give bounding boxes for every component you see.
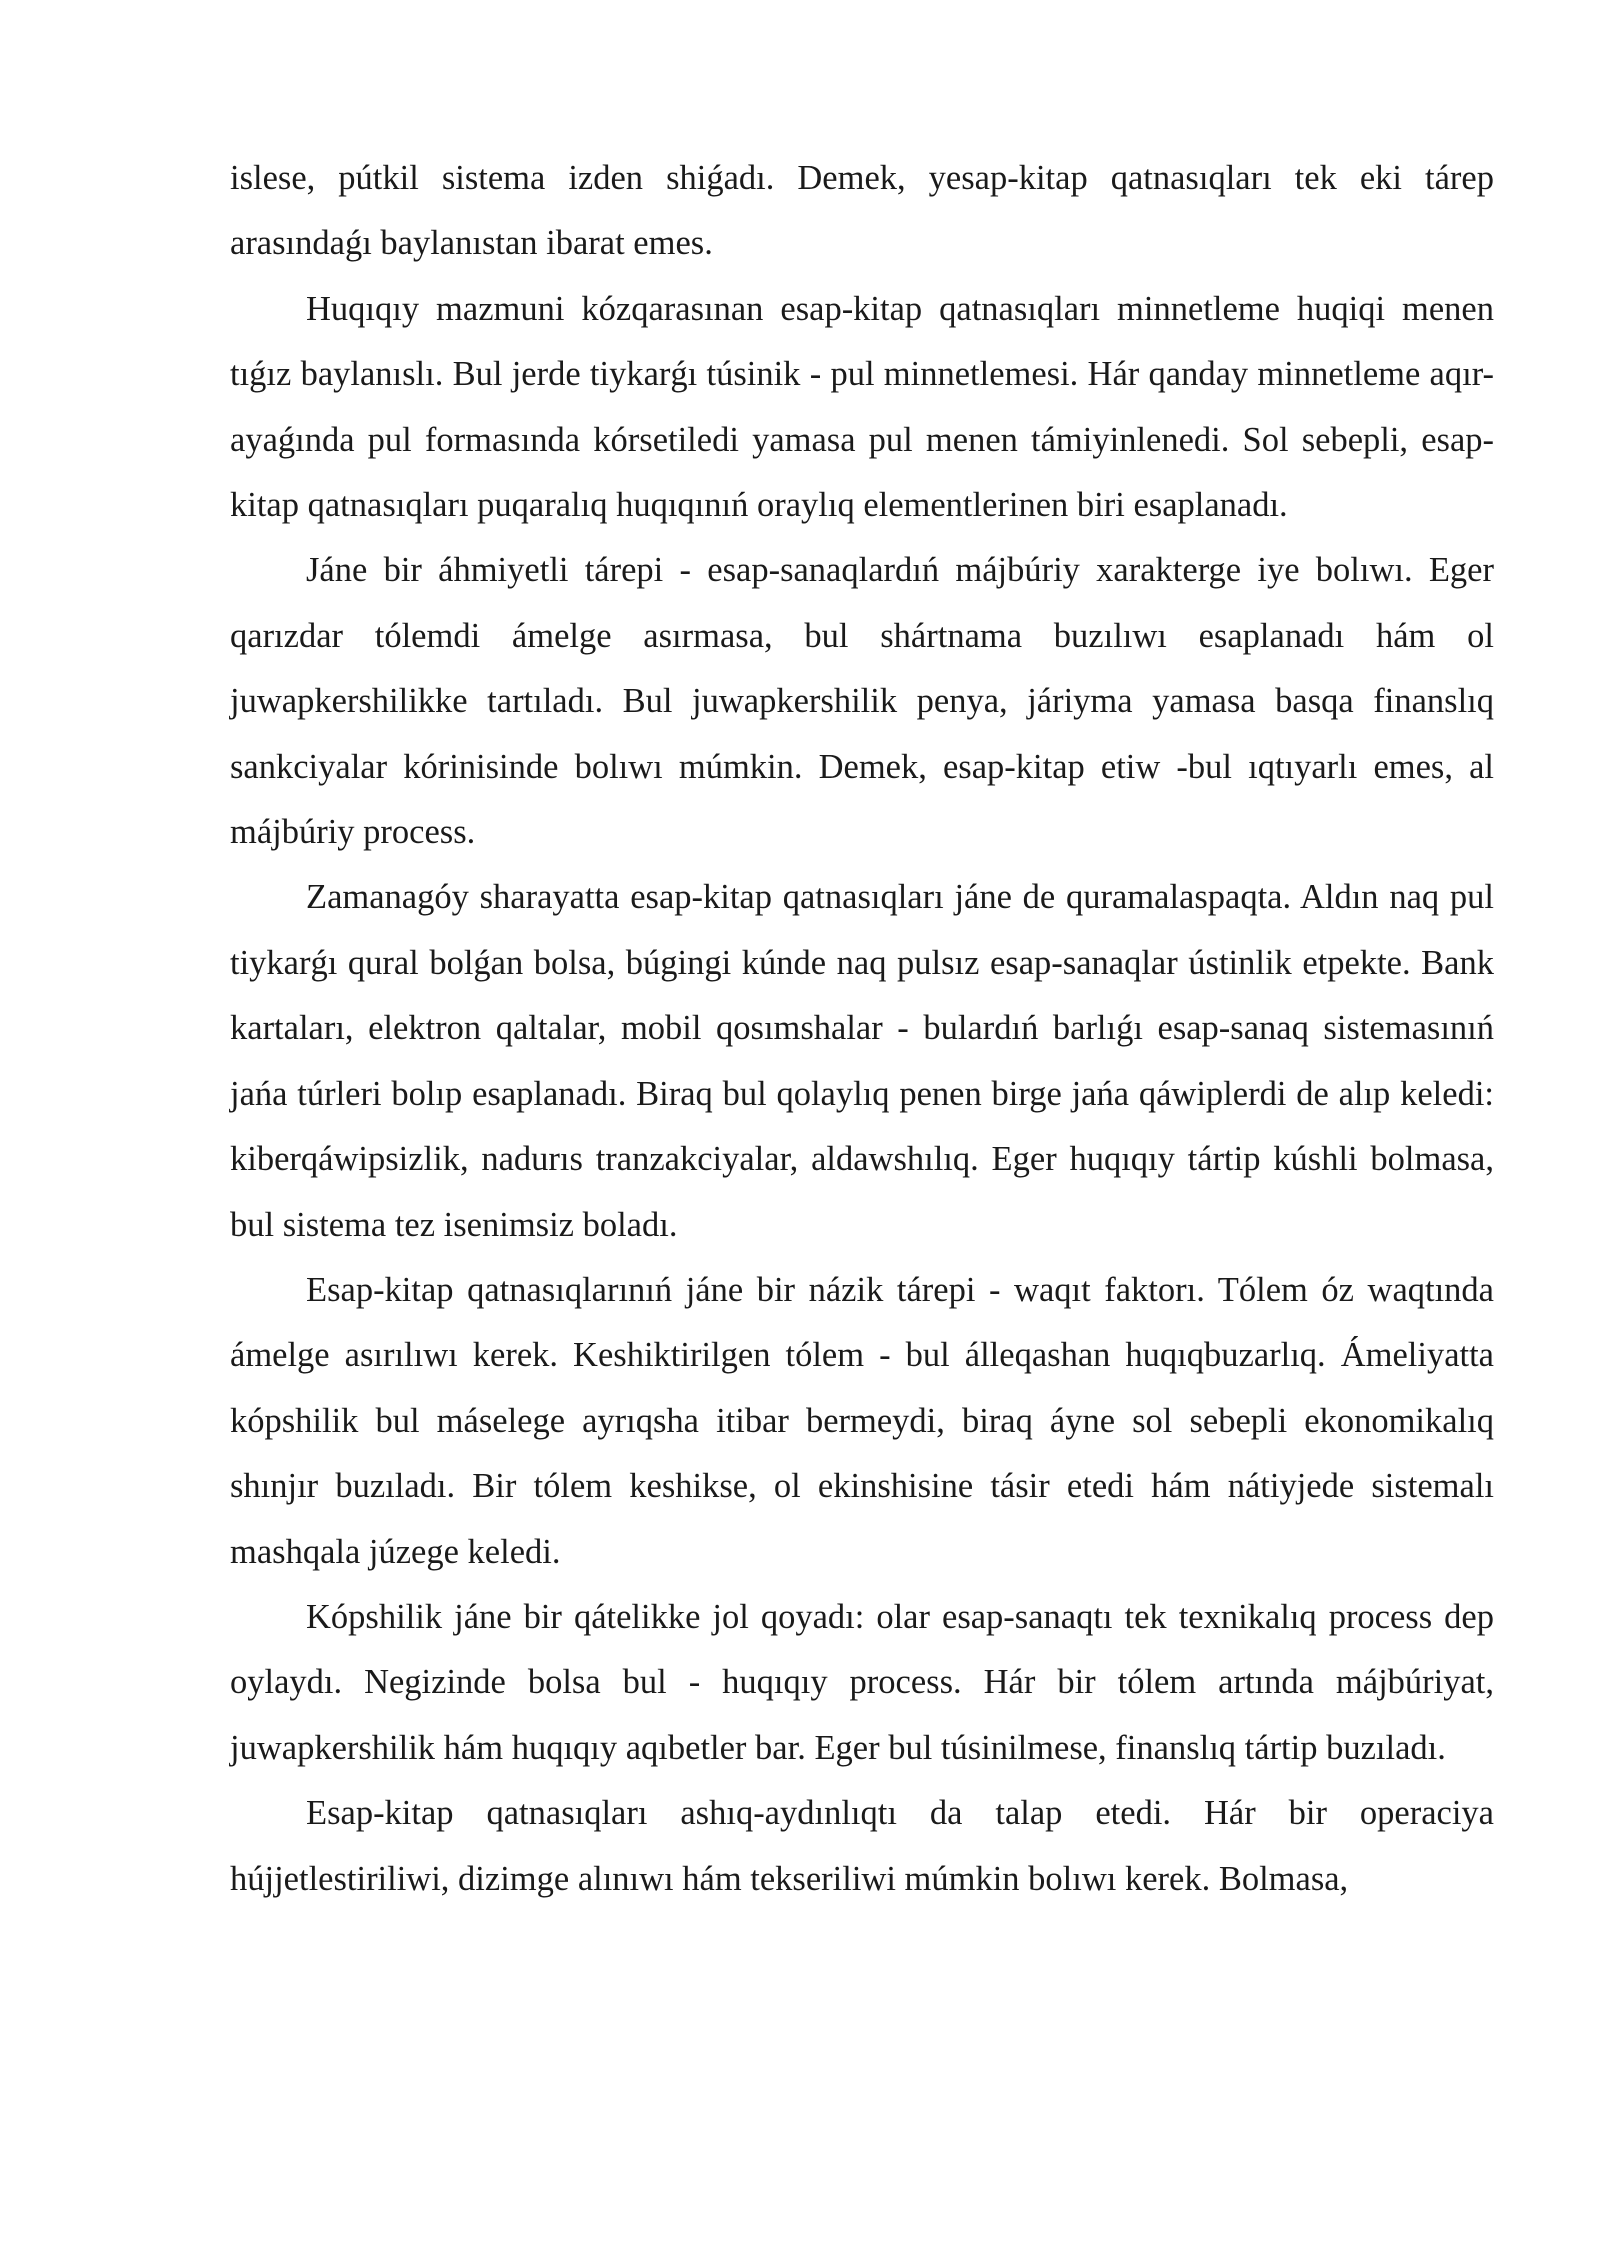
- paragraph: Jáne bir áhmiyetli tárepi - esap-sanaqlardıń májbúriy xarakterge iye bolıwı. Eger qarızdar tólemdi ámelge asırmasa, bul shártnama buzılıwı esaplanadı hám ol juwapkershilikke tartıladı. Bul juwapkershilik penya, járiyma yamasa basqa finanslıq sankciyalar kórinisinde bolıwı múmkin. Demek, esap-kitap etiw -bul ıqtıyarlı emes, al májbúriy process.: [230, 551, 1494, 852]
- paragraph: Esap-kitap qatnasıqlarınıń jáne bir názik tárepi - waqıt faktorı. Tólem óz waqtında ámelge asırılıwı kerek. Keshiktirilgen tólem - bul álleqashan huqıqbuzarlıq. Ámeliyatta kópshilik bul máselege ayrıqsha itibar bermeydi, biraq áyne sol sebepli ekonomikalıq shınjır buzıladı. Bir tólem keshikse, ol ekinshisine tásir etedi hám nátiyjede sistemalı mashqala júzege keledi.: [230, 1270, 1494, 1571]
- paragraph-continued: islese, pútkil sistema izden shiǵadı. Demek, yesap-kitap qatnasıqları tek eki tárep arasındaǵı baylanıstan ibarat emes.: [230, 159, 1494, 263]
- paragraph: Huqıqıy mazmuni kózqarasınan esap-kitap qatnasıqları minnetleme huqiqi menen tıǵız baylanıslı. Bul jerde tiykarǵı túsinik - pul minnetlemesi. Hár qanday minnetleme aqır-ayaǵında pul formasında kórsetiledi yamasa pul menen támiyinlenedi. Sol sebepli, esap-kitap qatnasıqları puqaralıq huqıqınıń oraylıq elementlerinen biri esaplanadı.: [230, 289, 1494, 525]
- paragraph: Zamanagóy sharayatta esap-kitap qatnasıqları jáne de quramalaspaqta. Aldın naq pul tiykarǵı qural bolǵan bolsa, búgingi kúnde naq pulsız esap-sanaqlar ústinlik etpekte. Bank kartaları, elektron qaltalar, mobil qosımshalar - bulardıń barlıǵı esap-sanaq sistemasınıń jańa túrleri bolıp esaplanadı. Biraq bul qolaylıq penen birge jańa qáwiplerdi de alıp keledi: kiberqáwipsizlik, nadurıs tranzakciyalar, aldawshılıq. Eger huqıqıy tártip kúshli bolmasa, bul sistema tez isenimsiz boladı.: [230, 878, 1494, 1244]
- paragraph: Kópshilik jáne bir qátelikke jol qoyadı: olar esap-sanaqtı tek texnikalıq process dep oylaydı. Negizinde bolsa bul - huqıqıy process. Hár bir tólem artında májbúriyat, juwapkershilik hám huqıqıy aqıbetler bar. Eger bul túsinilmese, finanslıq tártip buzıladı.: [230, 1597, 1494, 1767]
- body-text: [230, 146, 1494, 1912]
- paragraph: Esap-kitap qatnasıqları ashıq-aydınlıqtı da talap etedi. Hár bir operaciya hújjetlestiriliwi, dizimge alınıwı hám tekseriliwi múmkin bolıwı kerek. Bolmasa,: [230, 1794, 1494, 1898]
